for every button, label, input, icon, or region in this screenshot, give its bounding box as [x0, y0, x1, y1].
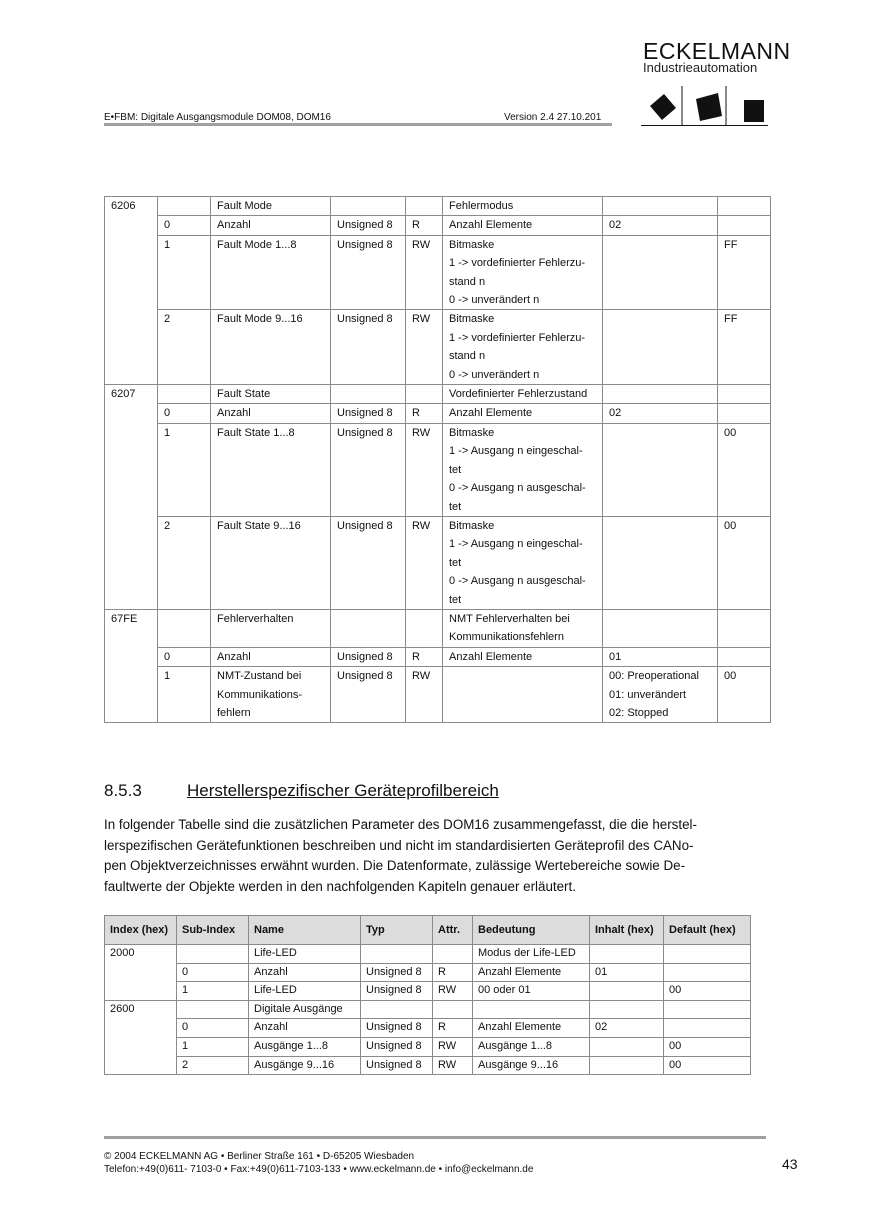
table-cell — [105, 310, 158, 385]
table-cell: Vordefinierter Fehlerzustand — [443, 385, 603, 404]
section-paragraph: In folgender Tabelle sind die zusätzlichen Parameter des DOM16 zusammengefasst, die die herstel- lerspezifischen Gerätefunktionen beschreiben und nicht im standardisierten Geräteprofil des CANo- pen Objektverzeichnisses erwähnt wurden. Die Datenformate, zulässige Wertebereiche sowie De- faultwerte der Objekte werden in den nachfolgenden Kapiteln genauer erläutert. — [104, 817, 697, 894]
table-cell — [590, 1000, 664, 1019]
table-cell — [718, 216, 771, 235]
table-cell — [105, 667, 158, 723]
table-cell: 00 — [718, 423, 771, 516]
table-cell: NMT-Zustand bei Kommunikations- fehlern — [211, 667, 331, 723]
table-cell: 01 — [590, 963, 664, 982]
table-cell — [603, 235, 718, 310]
table-cell: Unsigned 8 — [331, 404, 406, 423]
company-logo-name: ECKELMANN — [643, 38, 791, 64]
table-cell: R — [406, 404, 443, 423]
table-cell — [718, 647, 771, 666]
table-header-cell: Index (hex) — [105, 916, 177, 945]
table-row — [105, 1019, 751, 1038]
table-cell: 00 — [664, 1056, 751, 1075]
table-cell — [177, 945, 249, 964]
table-row — [105, 385, 771, 404]
table-cell: RW — [406, 423, 443, 516]
table-cell: 01 — [603, 647, 718, 666]
table-cell: Modus der Life-LED — [473, 945, 590, 964]
table-cell — [433, 945, 473, 964]
table-row — [105, 1056, 751, 1075]
table-cell — [105, 423, 158, 516]
table-cell: Fault State 1...8 — [211, 423, 331, 516]
table-cell — [105, 235, 158, 310]
table-cell: Life-LED — [249, 982, 361, 1001]
table-cell: Anzahl Elemente — [443, 216, 603, 235]
table-header-cell: Inhalt (hex) — [590, 916, 664, 945]
table-cell — [664, 1019, 751, 1038]
table-header-row — [105, 916, 751, 945]
table-cell: Life-LED — [249, 945, 361, 964]
table-cell: 67FE — [105, 609, 158, 647]
table-row — [105, 197, 771, 216]
table-row — [105, 423, 771, 516]
manufacturer-parameter-table — [104, 915, 751, 1075]
table-cell: 6206 — [105, 197, 158, 216]
section-number: 8.5.3 — [104, 781, 142, 800]
table-cell — [718, 609, 771, 647]
table-cell: RW — [406, 310, 443, 385]
table-cell — [331, 197, 406, 216]
table-cell: 00: Preoperational 01: unverändert 02: Stopped — [603, 667, 718, 723]
table-cell: Anzahl Elemente — [443, 647, 603, 666]
table-cell: Unsigned 8 — [361, 1037, 433, 1056]
document-title: E•FBM: Digitale Ausgangsmodule DOM08, DOM16 — [104, 112, 331, 123]
table-header-cell: Default (hex) — [664, 916, 751, 945]
table-cell: 00 — [664, 982, 751, 1001]
table-cell — [105, 516, 158, 609]
table-cell: 0 — [177, 1019, 249, 1038]
table-cell: RW — [406, 235, 443, 310]
table-cell — [664, 945, 751, 964]
table-cell: Unsigned 8 — [361, 1056, 433, 1075]
table-cell: RW — [433, 982, 473, 1001]
table-cell: 1 — [177, 982, 249, 1001]
table-cell — [603, 385, 718, 404]
table-cell: Unsigned 8 — [331, 647, 406, 666]
table-cell — [105, 1056, 177, 1075]
table-cell: 00 — [718, 516, 771, 609]
table-cell — [603, 197, 718, 216]
table-cell: Unsigned 8 — [331, 216, 406, 235]
table-cell: FF — [718, 235, 771, 310]
table-cell: Bitmaske 1 -> vordefinierter Fehlerzu- stand n 0 -> unverändert n — [443, 235, 603, 310]
table-header-cell: Attr. — [433, 916, 473, 945]
table-cell: 2 — [158, 310, 211, 385]
table-cell — [331, 385, 406, 404]
table-cell — [433, 1000, 473, 1019]
table-cell — [664, 963, 751, 982]
table-cell — [361, 945, 433, 964]
table-cell: Ausgänge 9...16 — [249, 1056, 361, 1075]
table-cell: 6207 — [105, 385, 158, 404]
table-cell: 02 — [603, 216, 718, 235]
table-cell: Anzahl Elemente — [443, 404, 603, 423]
table-cell — [105, 1019, 177, 1038]
table-cell — [590, 1056, 664, 1075]
table-cell — [603, 310, 718, 385]
table-cell — [718, 404, 771, 423]
table-row — [105, 609, 771, 647]
table-header-cell: Bedeutung — [473, 916, 590, 945]
table-cell: R — [433, 1019, 473, 1038]
table-cell: Fault Mode — [211, 197, 331, 216]
table-row — [105, 667, 771, 723]
table-cell: Fault Mode 9...16 — [211, 310, 331, 385]
table-header-cell: Typ — [361, 916, 433, 945]
table-cell: FF — [718, 310, 771, 385]
table-cell: Fault State — [211, 385, 331, 404]
table-cell: Bitmaske 1 -> vordefinierter Fehlerzu- stand n 0 -> unverändert n — [443, 310, 603, 385]
table-cell: Digitale Ausgänge — [249, 1000, 361, 1019]
table-cell: RW — [433, 1056, 473, 1075]
table-cell — [406, 385, 443, 404]
table-cell — [105, 647, 158, 666]
table-row — [105, 310, 771, 385]
table-cell: RW — [406, 667, 443, 723]
table-row — [105, 516, 771, 609]
table-cell: Fault Mode 1...8 — [211, 235, 331, 310]
table-cell: 1 — [158, 235, 211, 310]
table-cell: R — [406, 647, 443, 666]
table-cell — [603, 609, 718, 647]
table-cell — [664, 1000, 751, 1019]
table-cell — [603, 516, 718, 609]
table-row — [105, 216, 771, 235]
table-row — [105, 404, 771, 423]
footer-rule — [104, 1136, 766, 1139]
table-cell — [406, 609, 443, 647]
table-cell: Anzahl — [211, 647, 331, 666]
table-row — [105, 647, 771, 666]
section-title: Herstellerspezifischer Geräteprofilbereich — [187, 781, 499, 800]
table-row — [105, 1000, 751, 1019]
document-version: Version 2.4 27.10.201 — [504, 112, 602, 123]
table-cell — [105, 1037, 177, 1056]
table-cell: Anzahl — [249, 1019, 361, 1038]
table-cell — [590, 1037, 664, 1056]
table-cell: Fehlerverhalten — [211, 609, 331, 647]
table-cell: Anzahl Elemente — [473, 1019, 590, 1038]
table-cell — [105, 963, 177, 982]
table-cell — [105, 404, 158, 423]
table-cell: Unsigned 8 — [331, 310, 406, 385]
table-cell — [718, 197, 771, 216]
object-table-continued — [104, 196, 771, 723]
header-rule — [104, 123, 612, 126]
table-cell: 00 — [664, 1037, 751, 1056]
table-cell: 2600 — [105, 1000, 177, 1019]
table-row — [105, 1037, 751, 1056]
table-cell: Anzahl Elemente — [473, 963, 590, 982]
table-cell: R — [406, 216, 443, 235]
table-cell — [105, 216, 158, 235]
table-cell — [158, 197, 211, 216]
table-cell — [590, 945, 664, 964]
table-cell — [331, 609, 406, 647]
table-cell: Bitmaske 1 -> Ausgang n eingeschal- tet 0 -> Ausgang n ausgeschal- tet — [443, 423, 603, 516]
table-cell: 2 — [177, 1056, 249, 1075]
table-cell: 0 — [158, 216, 211, 235]
table-header-cell: Name — [249, 916, 361, 945]
table-cell: RW — [406, 516, 443, 609]
table-row — [105, 982, 751, 1001]
footer-address: © 2004 ECKELMANN AG • Berliner Straße 161 • D-65205 Wiesbaden — [104, 1151, 415, 1162]
table-cell: 1 — [158, 423, 211, 516]
table-cell: 00 oder 01 — [473, 982, 590, 1001]
table-cell: Unsigned 8 — [331, 516, 406, 609]
table-cell — [718, 385, 771, 404]
table-cell — [158, 385, 211, 404]
table-cell: 02 — [590, 1019, 664, 1038]
table-row — [105, 963, 751, 982]
table-cell: Unsigned 8 — [331, 423, 406, 516]
table-cell: Fehlermodus — [443, 197, 603, 216]
table-cell: Fault State 9...16 — [211, 516, 331, 609]
company-logo-squares-icon — [640, 86, 768, 126]
table-cell: 2 — [158, 516, 211, 609]
table-cell: Unsigned 8 — [361, 1019, 433, 1038]
table-cell: Unsigned 8 — [361, 963, 433, 982]
table-cell: Unsigned 8 — [331, 667, 406, 723]
footer-contact: Telefon:+49(0)611- 7103-0 • Fax:+49(0)611-7103-133 • www.eckelmann.de • info@eckelmann.de — [104, 1164, 534, 1175]
table-cell: Bitmaske 1 -> Ausgang n eingeschal- tet 0 -> Ausgang n ausgeschal- tet — [443, 516, 603, 609]
table-cell: Ausgänge 9...16 — [473, 1056, 590, 1075]
table-cell — [590, 982, 664, 1001]
page-number: 43 — [782, 1156, 798, 1172]
table-row — [105, 235, 771, 310]
table-cell: Ausgänge 1...8 — [473, 1037, 590, 1056]
table-cell: 00 — [718, 667, 771, 723]
table-cell: Anzahl — [211, 404, 331, 423]
table-cell: Anzahl — [249, 963, 361, 982]
table-cell: 0 — [158, 647, 211, 666]
table-cell — [105, 982, 177, 1001]
table-cell — [177, 1000, 249, 1019]
table-cell — [158, 609, 211, 647]
table-cell — [361, 1000, 433, 1019]
table-cell: 1 — [158, 667, 211, 723]
table-header-cell: Sub-Index — [177, 916, 249, 945]
table-cell: NMT Fehlerverhalten bei Kommunikationsfehlern — [443, 609, 603, 647]
table-cell: Ausgänge 1...8 — [249, 1037, 361, 1056]
table-cell: Unsigned 8 — [361, 982, 433, 1001]
table-cell: 0 — [177, 963, 249, 982]
table-cell — [473, 1000, 590, 1019]
company-logo-division: Industrieautomation — [643, 60, 758, 75]
table-cell — [443, 667, 603, 723]
table-cell: RW — [433, 1037, 473, 1056]
table-row — [105, 945, 751, 964]
table-cell: 02 — [603, 404, 718, 423]
table-cell: 2000 — [105, 945, 177, 964]
table-cell: Unsigned 8 — [331, 235, 406, 310]
table-cell — [603, 423, 718, 516]
table-cell: 0 — [158, 404, 211, 423]
table-cell: Anzahl — [211, 216, 331, 235]
table-cell: R — [433, 963, 473, 982]
table-cell: 1 — [177, 1037, 249, 1056]
table-cell — [406, 197, 443, 216]
